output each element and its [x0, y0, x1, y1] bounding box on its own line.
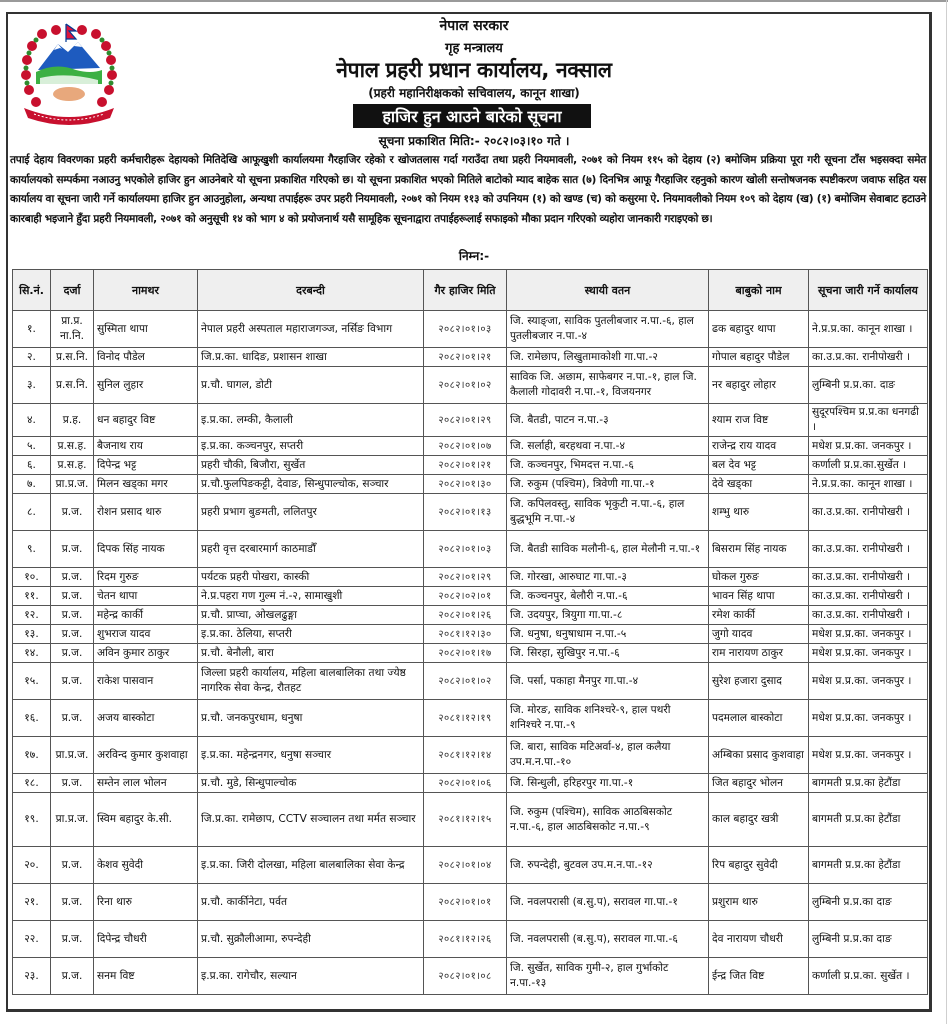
- cell-name: स्विम बहादुर के.सी.: [94, 793, 198, 847]
- table-row: [13, 644, 928, 663]
- cell-father: राजेन्द्र राय यादव: [709, 437, 809, 456]
- table-row: [13, 625, 928, 644]
- cell-absent-date: २०८२।०१।०४: [424, 847, 507, 884]
- table-row: [13, 793, 928, 847]
- cell-rank: प्र.स.नि.: [51, 367, 94, 404]
- cell-father: बिसराम सिंह नायक: [709, 531, 809, 568]
- table-header-row: [13, 270, 928, 311]
- cell-father: देवे खड्का: [709, 475, 809, 494]
- cell-rank: प्रा.प्र.ज.: [51, 793, 94, 847]
- cell-posting: इ.प्र.का. रागेचौर, सल्यान: [198, 958, 424, 995]
- column-header-posting: दरबन्दी: [198, 270, 424, 311]
- cell-absent-date: २०८२।०१।०७: [424, 437, 507, 456]
- cell-address: जि. गोरखा, आरुघाट गा.पा.-३: [507, 568, 709, 587]
- cell-serial: १२.: [13, 606, 51, 625]
- cell-office: का.उ.प्र.का. रानीपोखरी ।: [809, 587, 928, 606]
- cell-absent-date: २०८२।०१।०८: [424, 958, 507, 995]
- office-name: नेपाल प्रहरी प्रधान कार्यालय, नक्साल: [336, 58, 612, 82]
- government-name: नेपाल सरकार: [439, 18, 509, 34]
- cell-rank: प्र.ज.: [51, 644, 94, 663]
- cell-address: जि. बैतडी, पाटन न.पा.-३: [507, 404, 709, 437]
- cell-office: ने.प्र.प्र.का. कानून शाखा ।: [809, 475, 928, 494]
- cell-posting: प्र.चौ. प्राप्चा, ओखलढुङ्गा: [198, 606, 424, 625]
- cell-address: जि. सिरहा, सुखिपुर न.पा.-६: [507, 644, 709, 663]
- cell-serial: १८.: [13, 774, 51, 793]
- cell-rank: प्र.स.नि.: [51, 348, 94, 367]
- cell-name: दिपेन्द्र भट्ट: [94, 456, 198, 475]
- cell-office: बागमती प्र.प्र.का हेटौंडा: [809, 793, 928, 847]
- cell-name: अविन कुमार ठाकुर: [94, 644, 198, 663]
- cell-serial: ७.: [13, 475, 51, 494]
- table-row: [13, 311, 928, 348]
- notice-body-text: तपाई देहाय विवरणका प्रहरी कर्मचारीहरू देहायको मितिदेखि आफूखुशी कार्यालयमा गैरहाजिर रहेको र खोजतलास गर्दा गराउँदा तथा प्रहरी नियमावली, २०७१ को नियम ११५ को देहाय (२) बमोजिम प्रक्रिया पूरा गरी सूचना टाँस भइसक्दा समेत कार्यालयको सम्पर्कमा नआउनु भएकोले हाजिर हुन आउनेबारे यो सूचना प्रकाशित गरिएको छ। यो सूचना प्रकाशित भएको मितिले बाटोको म्याद बाहेक सात (७) दिनभित्र आफू गैरहाजिर रहनुको कारण खोली सन्तोषजनक स्पष्टीकरण जवाफ सहित यस कार्यालय वा सूचना जारी गर्ने कार्यालयमा हाजिर हुन आउनुहोला, अन्यथा तपाईहरू उपर प्रहरी नियमावली, २०७१ को नियम ११३ को उपनियम (१) को खण्ड (च) को कसुरमा ऐ. नियमावलीको नियम १०९ को देहाय (ख) (१) बमोजिम सेवाबाट हटाउने कारबाही भइजाने हुँदा प्रहरी नियमावली, २०७१ को अनुसूची १४ को भाग ४ को प्रयोजनार्थ यसै सामूहिक सूचनाद्वारा तपाईहरूलाई सफाइको मौका प्रदान गरिएको व्यहोरा जानकारी गराइएको छ।: [10, 154, 926, 225]
- cell-father: अम्बिका प्रसाद कुशवाहा: [709, 737, 809, 774]
- cell-address: जि. सर्लाही, बरहथवा न.पा.-४: [507, 437, 709, 456]
- cell-rank: प्र.ज.: [51, 884, 94, 921]
- table-row: [13, 587, 928, 606]
- cell-name: दिपक सिंह नायक: [94, 531, 198, 568]
- cell-name: बैजनाथ राय: [94, 437, 198, 456]
- cell-posting: इ.प्र.का. कञ्चनपुर, सप्तरी: [198, 437, 424, 456]
- cell-rank: प्र.ज.: [51, 625, 94, 644]
- cell-name: मिलन खड्का मगर: [94, 475, 198, 494]
- cell-address: जि. रुकुम (पश्चिम), त्रिवेणी गा.पा.-१: [507, 475, 709, 494]
- cell-absent-date: २०८१।१२।२६: [424, 921, 507, 958]
- page-right-edge: [946, 0, 947, 1024]
- cell-name: धन बहादुर विष्ट: [94, 404, 198, 437]
- cell-office: का.उ.प्र.का. रानीपोखरी ।: [809, 531, 928, 568]
- cell-father: भावन सिंह थापा: [709, 587, 809, 606]
- cell-posting: इ.प्र.का. महेन्द्रनगर, धनुषा सञ्चार: [198, 737, 424, 774]
- cell-rank: प्र.ज.: [51, 568, 94, 587]
- cell-absent-date: २०८२।०१।०३: [424, 311, 507, 348]
- cell-father: पदमलाल बास्कोटा: [709, 700, 809, 737]
- cell-address: जि. धनुषा, धनुषाधाम न.पा.-५: [507, 625, 709, 644]
- column-header-father-name: बाबुको नाम: [709, 270, 809, 311]
- column-header-issuing-office: सूचना जारी गर्ने कार्यालय: [809, 270, 928, 311]
- table-row: [13, 475, 928, 494]
- cell-address: साविक जि. अछाम, साफेबगर न.पा.-१, हाल जि. कैलाली गोदावरी न.पा.-१, विजयनगर: [507, 367, 709, 404]
- cell-father: श्याम राज विष्ट: [709, 404, 809, 437]
- cell-rank: प्र.स.ह.: [51, 437, 94, 456]
- cell-name: रिदम गुरुङ: [94, 568, 198, 587]
- cell-posting: प्र.चौ. कार्कीनेटा, पर्वत: [198, 884, 424, 921]
- table-row: [13, 494, 928, 531]
- cell-serial: २३.: [13, 958, 51, 995]
- cell-office: कर्णाली प्र.प्र.का.सुर्खेत ।: [809, 456, 928, 475]
- cell-serial: २०.: [13, 847, 51, 884]
- cell-absent-date: २०८२।०१।२९: [424, 568, 507, 587]
- cell-office: का.उ.प्र.का. रानीपोखरी ।: [809, 606, 928, 625]
- cell-name: सनम विष्ट: [94, 958, 198, 995]
- absentee-table: [12, 269, 928, 995]
- table-row: [13, 456, 928, 475]
- table-row: [13, 884, 928, 921]
- cell-absent-date: २०८२।०१।०२: [424, 367, 507, 404]
- cell-posting: नेपाल प्रहरी अस्पताल महाराजगञ्ज, नर्सिङ विभाग: [198, 311, 424, 348]
- cell-office: कर्णाली प्र.प्र.का. सुर्खेत ।: [809, 958, 928, 995]
- table-row: [13, 737, 928, 774]
- cell-posting: प्र.चौ.फुलपिङकट्टी, देवाङ, सिन्धुपाल्चोक, सञ्चार: [198, 475, 424, 494]
- cell-posting: प्र.चौ. बेनौली, बारा: [198, 644, 424, 663]
- cell-serial: १०.: [13, 568, 51, 587]
- cell-rank: प्र.ज.: [51, 531, 94, 568]
- cell-address: जि. रुकुम (पश्चिम), साविक आठबिसकोट न.पा.-६, हाल आठबिसकोट न.पा.-९: [507, 793, 709, 847]
- cell-father: नर बहादुर लोहार: [709, 367, 809, 404]
- table-row: [13, 847, 928, 884]
- column-header-serial: सि.नं.: [13, 270, 51, 311]
- cell-father: रमेश कार्की: [709, 606, 809, 625]
- cell-address: जि. नवलपरासी (ब.सु.प), सरावल गा.पा.-१: [507, 884, 709, 921]
- cell-serial: १९.: [13, 793, 51, 847]
- cell-office: का.उ.प्र.का. रानीपोखरी ।: [809, 494, 928, 531]
- cell-posting: इ.प्र.का. जिरी दोलखा, महिला बालबालिका सेवा केन्द्र: [198, 847, 424, 884]
- cell-name: शुभराज यादव: [94, 625, 198, 644]
- cell-posting: प्र.चौ. जनकपुरधाम, धनुषा: [198, 700, 424, 737]
- cell-rank: प्र.ज.: [51, 663, 94, 700]
- table-row: [13, 774, 928, 793]
- cell-absent-date: २०८२।०१।०१: [424, 884, 507, 921]
- cell-posting: जि.प्र.का. रामेछाप, CCTV सञ्चालन तथा मर्मत सञ्चार: [198, 793, 424, 847]
- table-row: [13, 663, 928, 700]
- published-date: सूचना प्रकाशित मिति:- २०८२।०३।१० गते ।: [378, 134, 570, 148]
- cell-absent-date: २०८२।०१।३०: [424, 475, 507, 494]
- cell-office: का.उ.प्र.का. रानीपोखरी ।: [809, 568, 928, 587]
- cell-father: बल देव भट्ट: [709, 456, 809, 475]
- cell-posting: प्र.चौ. घागल, डोटी: [198, 367, 424, 404]
- cell-serial: १३.: [13, 625, 51, 644]
- cell-serial: २.: [13, 348, 51, 367]
- table-row: [13, 568, 928, 587]
- cell-office: बागमती प्र.प्र.का हेटौंडा: [809, 774, 928, 793]
- cell-address: जि. कञ्चनपुर, बेलौरी न.पा.-६: [507, 587, 709, 606]
- cell-posting: ने.प्र.पहरा गण गुल्म नं.-२, सामाखुशी: [198, 587, 424, 606]
- cell-posting: प्रहरी चौकी, बिजौरा, सुर्खेत: [198, 456, 424, 475]
- column-header-name: नामथर: [94, 270, 198, 311]
- cell-posting: पर्यटक प्रहरी पोखरा, कास्की: [198, 568, 424, 587]
- cell-office: मधेश प्र.प्र.का. जनकपुर ।: [809, 700, 928, 737]
- cell-address: जि. कपिलवस्तु, साविक भृकुटी न.पा.-६, हाल बुद्धभूमि न.पा.-४: [507, 494, 709, 531]
- cell-rank: प्रा.प्र.ज.: [51, 737, 94, 774]
- cell-office: मधेश प्र.प्र.का. जनकपुर ।: [809, 437, 928, 456]
- cell-address: जि. बारा, साविक मटिअर्वा-४, हाल कलैया उप.म.न.पा.-१०: [507, 737, 709, 774]
- table-row: [13, 348, 928, 367]
- cell-address: जि. नवलपरासी (ब.सु.प), सरावल गा.पा.-६: [507, 921, 709, 958]
- page-top-edge: [0, 0, 948, 2]
- cell-address: जि. सुर्खेत, साविक गुमी-२, हाल गुर्भाकोट न.पा.-१३: [507, 958, 709, 995]
- cell-serial: १७.: [13, 737, 51, 774]
- cell-office: मधेश प्र.प्र.का. जनकपुर ।: [809, 644, 928, 663]
- table-row: [13, 958, 928, 995]
- cell-office: सुदूरपश्चिम प्र.प्र.का धनगढी ।: [809, 404, 928, 437]
- cell-rank: प्र.ज.: [51, 958, 94, 995]
- cell-name: अरविन्द कुमार कुशवाहा: [94, 737, 198, 774]
- ministry-name: गृह मन्त्रालय: [445, 41, 503, 56]
- cell-name: सुस्मिता थापा: [94, 311, 198, 348]
- cell-office: का.उ.प्र.का. रानीपोखरी ।: [809, 348, 928, 367]
- cell-name: केशव सुवेदी: [94, 847, 198, 884]
- cell-office: लुम्बिनी प्र.प्र.का दाङ: [809, 884, 928, 921]
- cell-absent-date: २०८१।१२।१९: [424, 700, 507, 737]
- cell-address: जि. रामेछाप, लिखुतामाकोशी गा.पा.-२: [507, 348, 709, 367]
- cell-absent-date: २०८१।१२।१४: [424, 737, 507, 774]
- cell-absent-date: २०८२।०१।२१: [424, 456, 507, 475]
- cell-address: जि. मोरङ, साविक शनिश्चरे-९, हाल पथरी शनिश्चरे न.पा.-९: [507, 700, 709, 737]
- cell-address: जि. स्याङ्जा, साविक पुतलीबजार न.पा.-६, हाल पुतलीबजार न.पा.-४: [507, 311, 709, 348]
- notice-title: हाजिर हुन आउने बारेको सूचना: [353, 104, 591, 128]
- table-row: [13, 606, 928, 625]
- cell-posting: प्रहरी प्रभाग बुङमती, ललितपुर: [198, 494, 424, 531]
- cell-absent-date: २०८२।०१।०६: [424, 774, 507, 793]
- cell-father: घोकल गुरुङ: [709, 568, 809, 587]
- cell-office: ने.प्र.प्र.का. कानून शाखा ।: [809, 311, 928, 348]
- cell-father: देव नारायण चौधरी: [709, 921, 809, 958]
- cell-name: दिपेन्द्र चौधरी: [94, 921, 198, 958]
- cell-name: महेन्द्र कार्की: [94, 606, 198, 625]
- cell-name: विनोद पौडेल: [94, 348, 198, 367]
- cell-father: ईन्द्र जित विष्ट: [709, 958, 809, 995]
- cell-name: चेतन थापा: [94, 587, 198, 606]
- table-row: [13, 700, 928, 737]
- cell-serial: ११.: [13, 587, 51, 606]
- column-header-permanent-address: स्थायी वतन: [507, 270, 709, 311]
- cell-rank: प्र.ज.: [51, 847, 94, 884]
- cell-absent-date: २०८२।०१।०२: [424, 663, 507, 700]
- cell-posting: जिल्ला प्रहरी कार्यालय, महिला बालबालिका तथा ज्येष्ठ नागरिक सेवा केन्द्र, रौतहट: [198, 663, 424, 700]
- cell-posting: इ.प्र.का. लम्की, कैलाली: [198, 404, 424, 437]
- table-row: [13, 531, 928, 568]
- cell-serial: १६.: [13, 700, 51, 737]
- cell-absent-date: २०८२।०१।१७: [424, 644, 507, 663]
- cell-address: जि. उदयपुर, त्रियुगा गा.पा.-८: [507, 606, 709, 625]
- cell-posting: जि.प्र.का. धादिङ, प्रशासन शाखा: [198, 348, 424, 367]
- cell-father: जुगो यादव: [709, 625, 809, 644]
- cell-serial: १४.: [13, 644, 51, 663]
- table-row: [13, 921, 928, 958]
- cell-name: रोशन प्रसाद थारु: [94, 494, 198, 531]
- section-name: (प्रहरी महानिरीक्षकको सचिवालय, कानून शाखा): [368, 86, 580, 100]
- cell-serial: ६.: [13, 456, 51, 475]
- column-header-rank: दर्जा: [51, 270, 94, 311]
- cell-rank: प्रा.प्र.ज.: [51, 475, 94, 494]
- cell-father: प्रशुराम थारु: [709, 884, 809, 921]
- cell-name: अजय बास्कोटा: [94, 700, 198, 737]
- cell-absent-date: २०८२।०१।२९: [424, 404, 507, 437]
- cell-absent-date: २०८२।०१।०३: [424, 531, 507, 568]
- cell-father: जित बहादुर भोलन: [709, 774, 809, 793]
- cell-father: गोपाल बहादुर पौडेल: [709, 348, 809, 367]
- cell-serial: ५.: [13, 437, 51, 456]
- cell-address: जि. रुपन्देही, बुटवल उप.म.न.पा.-१२: [507, 847, 709, 884]
- cell-father: काल बहादुर खत्री: [709, 793, 809, 847]
- cell-serial: १.: [13, 311, 51, 348]
- cell-rank: प्र.ह.: [51, 404, 94, 437]
- cell-father: सुरेश हजारा दुसाद: [709, 663, 809, 700]
- cell-name: सुनिल लुहार: [94, 367, 198, 404]
- cell-posting: प्रहरी वृत्त दरबारमार्ग काठमाडौँ: [198, 531, 424, 568]
- cell-address: जि. पर्सा, पकाहा मैनपुर गा.पा.-४: [507, 663, 709, 700]
- cell-father: ढक बहादुर थापा: [709, 311, 809, 348]
- cell-name: सम्तेन लाल भोलन: [94, 774, 198, 793]
- cell-rank: प्र.ज.: [51, 587, 94, 606]
- cell-rank: प्र.ज.: [51, 921, 94, 958]
- cell-office: मधेश प्र.प्र.का. जनकपुर ।: [809, 737, 928, 774]
- list-heading: निम्न:-: [458, 249, 490, 263]
- cell-office: बागमती प्र.प्र.का हेटौंडा: [809, 847, 928, 884]
- cell-rank: प्र.ज.: [51, 494, 94, 531]
- cell-absent-date: २०८१।१२।३०: [424, 625, 507, 644]
- cell-rank: प्र.ज.: [51, 774, 94, 793]
- cell-serial: ४.: [13, 404, 51, 437]
- cell-rank: प्र.स.ह.: [51, 456, 94, 475]
- cell-serial: ९.: [13, 531, 51, 568]
- cell-serial: २२.: [13, 921, 51, 958]
- cell-address: जि. सिन्धुली, हरिहरपुर गा.पा.-१: [507, 774, 709, 793]
- cell-serial: ८.: [13, 494, 51, 531]
- table-row: [13, 404, 928, 437]
- column-header-absent-date: गैर हाजिर मिति: [424, 270, 507, 311]
- cell-posting: प्र.चौ. मुडे, सिन्धुपाल्चोक: [198, 774, 424, 793]
- cell-absent-date: २०८२।०१।२६: [424, 606, 507, 625]
- cell-rank: प्र.ज.: [51, 606, 94, 625]
- cell-absent-date: २०८२।०२।०१: [424, 587, 507, 606]
- cell-serial: ३.: [13, 367, 51, 404]
- cell-name: रिना थारु: [94, 884, 198, 921]
- cell-father: राम नारायण ठाकुर: [709, 644, 809, 663]
- cell-office: मधेश प्र.प्र.का. जनकपुर ।: [809, 625, 928, 644]
- cell-office: लुम्बिनी प्र.प्र.का दाङ: [809, 921, 928, 958]
- cell-office: मधेश प्र.प्र.का. जनकपुर ।: [809, 663, 928, 700]
- table-row: [13, 367, 928, 404]
- cell-rank: प्र.ज.: [51, 700, 94, 737]
- cell-rank: प्रा.प्र. ना.नि.: [51, 311, 94, 348]
- cell-name: राकेश पासवान: [94, 663, 198, 700]
- cell-address: जि. बैतडी साविक मलौनी-६, हाल मेलौनी न.पा.-१: [507, 531, 709, 568]
- table-row: [13, 437, 928, 456]
- cell-posting: प्र.चौ. सुक्रौलीआमा, रुपन्देही: [198, 921, 424, 958]
- cell-address: जि. कञ्चनपुर, भिमदत्त न.पा.-६: [507, 456, 709, 475]
- cell-absent-date: २०८१।१२।१५: [424, 793, 507, 847]
- cell-office: लुम्बिनी प्र.प्र.का. दाङ: [809, 367, 928, 404]
- cell-serial: २१.: [13, 884, 51, 921]
- cell-father: रिप बहादुर सुवेदी: [709, 847, 809, 884]
- cell-posting: इ.प्र.का. ठेलिया, सप्तरी: [198, 625, 424, 644]
- cell-father: शम्भु थारु: [709, 494, 809, 531]
- cell-absent-date: २०८२।०१।१३: [424, 494, 507, 531]
- cell-absent-date: २०८२।०१।२१: [424, 348, 507, 367]
- cell-serial: १५.: [13, 663, 51, 700]
